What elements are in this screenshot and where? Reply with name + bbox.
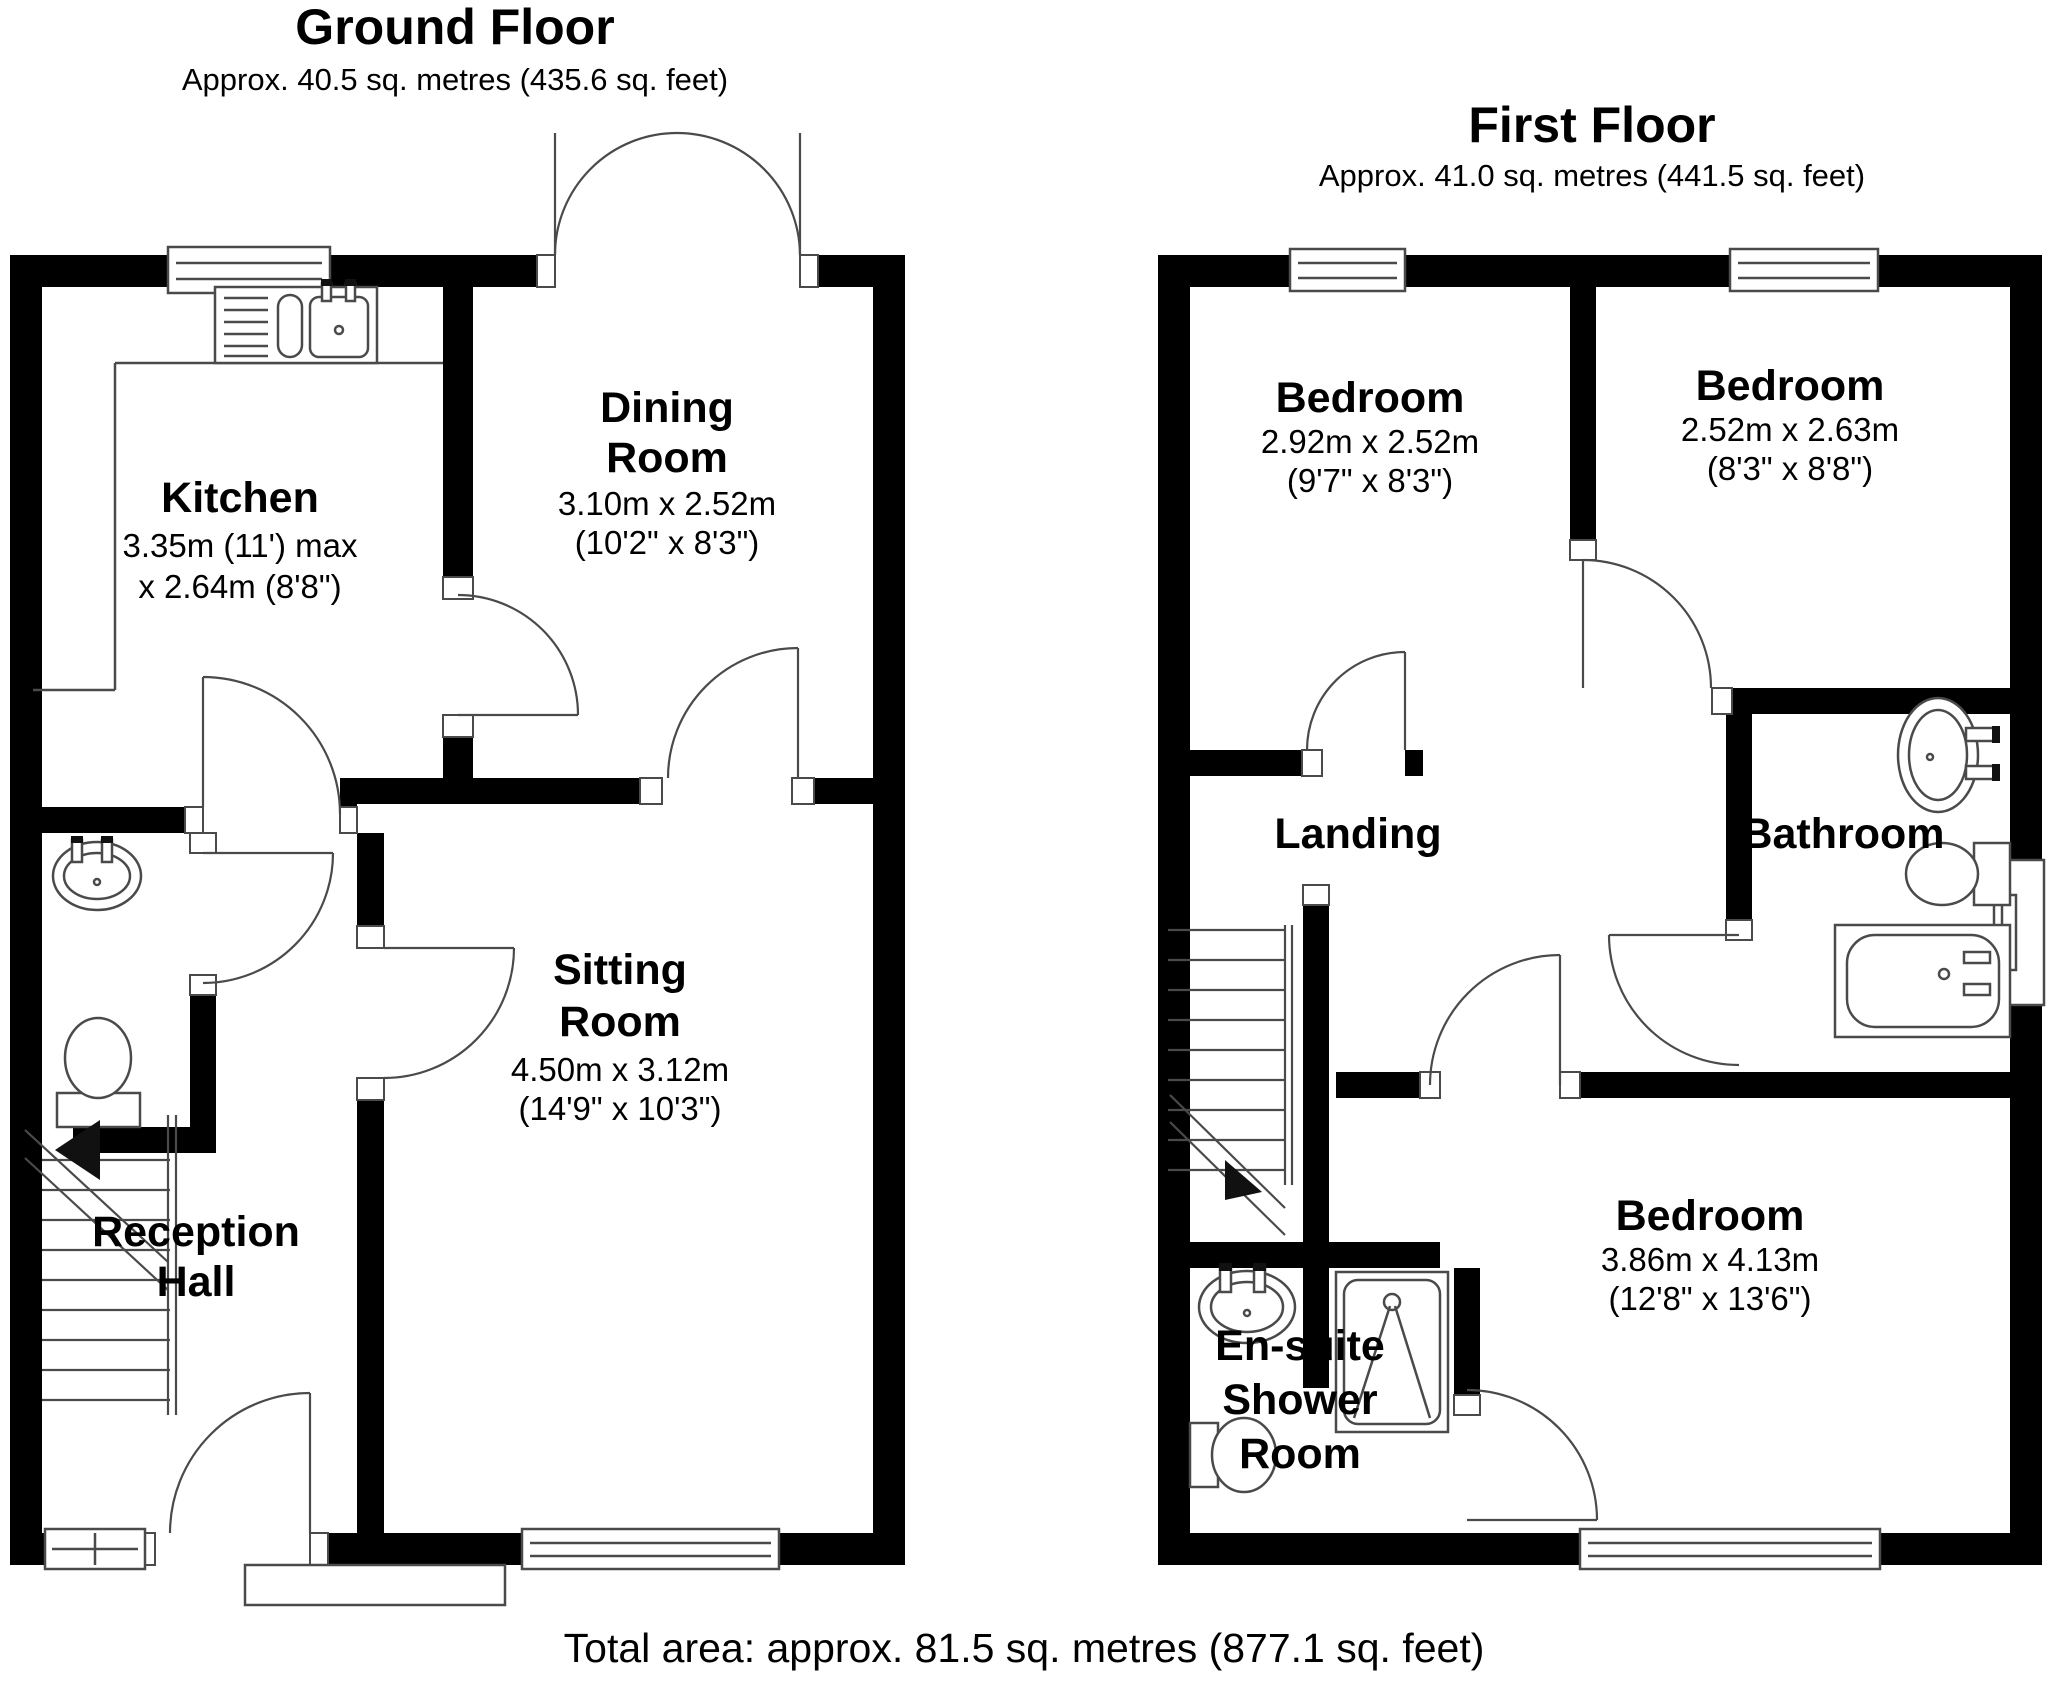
dining-label-1: Dining xyxy=(600,384,734,432)
ground-staircase xyxy=(25,1115,176,1415)
ground-floor-subtitle: Approx. 40.5 sq. metres (435.6 sq. feet) xyxy=(181,62,729,97)
dining-dim2: (10'2" x 8'3") xyxy=(574,524,760,561)
wc-door xyxy=(203,853,333,983)
first-floor-title: First Floor xyxy=(1468,97,1716,153)
dining-dim1: 3.10m x 2.52m xyxy=(557,485,777,522)
sitting-room-window xyxy=(522,1529,779,1569)
bedroom1-door xyxy=(1307,652,1405,750)
bedroom2-window xyxy=(1730,249,1878,291)
kitchen-dim2: x 2.64m (8'8") xyxy=(138,568,342,605)
bedroom2-dim2: (8'3" x 8'8") xyxy=(1706,450,1874,487)
ensuite-label-1: En-suite xyxy=(1215,1322,1385,1370)
first-floor-plan xyxy=(1158,97,2044,1569)
bedroom3-label: Bedroom xyxy=(1615,1192,1805,1240)
ensuite-label-3: Room xyxy=(1239,1430,1361,1478)
bedroom1-window xyxy=(1290,249,1405,291)
wc-sink xyxy=(53,836,141,910)
bedroom3-dim1: 3.86m x 4.13m xyxy=(1600,1241,1820,1278)
first-floor-subtitle: Approx. 41.0 sq. metres (441.5 sq. feet) xyxy=(1318,158,1866,193)
bathtub xyxy=(1835,925,2010,1037)
kitchen-hall-door xyxy=(203,677,340,814)
landing-label: Landing xyxy=(1274,810,1442,858)
ensuite-label-2: Shower xyxy=(1222,1376,1378,1424)
hall-window xyxy=(45,1529,145,1569)
french-doors xyxy=(555,133,800,255)
bedroom3-door xyxy=(1430,955,1560,1085)
dining-label-2: Room xyxy=(606,434,728,482)
bedroom1-label: Bedroom xyxy=(1275,374,1465,422)
ensuite-door xyxy=(1467,1390,1597,1520)
ground-floor-walls xyxy=(10,255,905,1565)
total-area-label: Total area: approx. 81.5 sq. metres (877.1 sq. feet) xyxy=(563,1625,1485,1671)
reception-label-2: Hall xyxy=(156,1258,236,1306)
ground-floor-plan xyxy=(10,0,905,1605)
bedroom2-label: Bedroom xyxy=(1695,362,1885,410)
bedroom3-window xyxy=(1580,1529,1880,1569)
bedroom1-dim1: 2.92m x 2.52m xyxy=(1260,423,1480,460)
reception-label-1: Reception xyxy=(92,1208,300,1256)
kitchen-label: Kitchen xyxy=(161,474,319,522)
bedroom1-dim2: (9'7" x 8'3") xyxy=(1286,462,1454,499)
bedroom2-dim1: 2.52m x 2.63m xyxy=(1680,411,1900,448)
bathroom-sink xyxy=(1898,698,2000,812)
sitting-dim2: (14'9" x 10'3") xyxy=(518,1090,722,1127)
kitchen-dining-door xyxy=(458,595,578,715)
dining-sitting-door xyxy=(668,648,798,778)
bathroom-door xyxy=(1609,935,1739,1065)
kitchen-sink-unit xyxy=(215,279,377,363)
sitting-dim1: 4.50m x 3.12m xyxy=(510,1051,730,1088)
ground-floor-title: Ground Floor xyxy=(295,0,615,55)
kitchen-dim1: 3.35m (11') max xyxy=(122,527,358,564)
sitting-label-2: Room xyxy=(559,998,681,1046)
bedroom3-dim2: (12'8" x 13'6") xyxy=(1608,1280,1812,1317)
bedroom2-door xyxy=(1583,560,1711,688)
wc-toilet xyxy=(57,1018,140,1127)
sitting-label-1: Sitting xyxy=(553,946,687,994)
sitting-room-door xyxy=(384,948,514,1078)
front-door xyxy=(170,1393,505,1605)
bathroom-label: Bathroom xyxy=(1741,810,1945,858)
